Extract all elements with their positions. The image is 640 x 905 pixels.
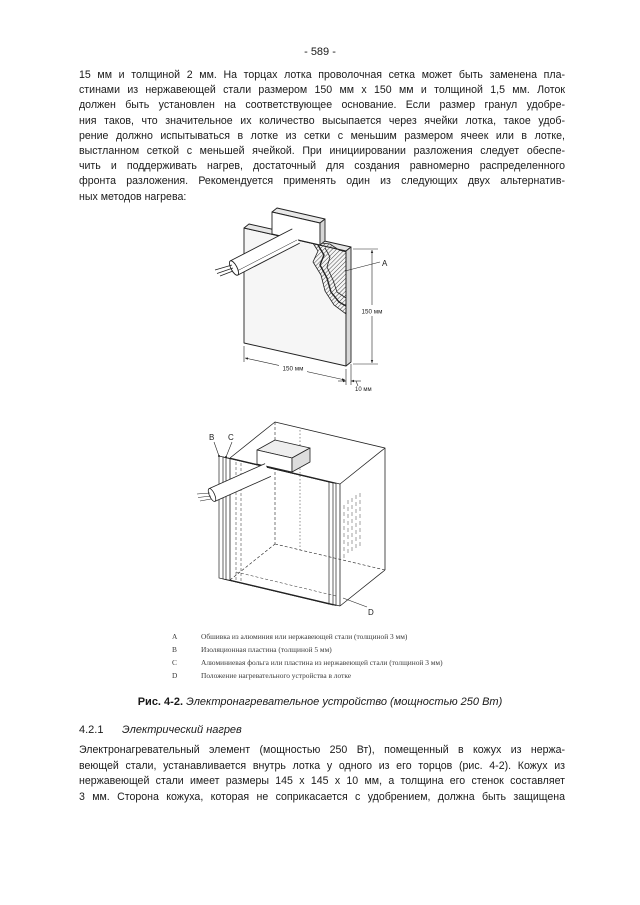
paragraph-line: Электронагревательный элемент (мощностью 250 Вт), помещенный в кожух из нержа-	[79, 744, 565, 756]
legend-text: Изоляционная пластина (толщиной 5 мм)	[201, 645, 332, 654]
paragraph-line: 15 мм и толщиной 2 мм. На торцах лотка проволочная сетка может быть заменена пла-	[79, 69, 565, 81]
paragraph-line: должен быть установлен на соответствующее основание. Если размер гранул удобре-	[79, 99, 565, 112]
legend-key: A	[172, 632, 178, 641]
label-c-leader	[226, 442, 232, 457]
caption-title: Электронагревательное устройство (мощностью 250 Вт)	[186, 696, 503, 708]
thickness-dimension-label: 10 мм	[355, 387, 372, 393]
paragraph-line: фронта разложения. Рекомендуется применять один из следующих двух альтернатив-	[79, 175, 565, 188]
legend-key: C	[172, 658, 177, 667]
legend-text: Положение нагревательного устройства в лотке	[201, 671, 352, 680]
page-number: - 589 -	[304, 46, 336, 58]
legend-key: D	[172, 671, 178, 680]
heater-plate-drawing	[200, 196, 420, 400]
figure-caption	[0, 695, 640, 710]
paragraph-line: веющей стали, устанавливается внутрь лотка у одного из его торцов (рис. 4-2). Кожух из	[79, 759, 565, 772]
label-d-leader	[343, 598, 367, 607]
height-dimension-label: 150 мм	[361, 308, 383, 316]
wire	[197, 493, 210, 494]
paragraph-line: ния таков, что значительное их количество высыпается через ячейки лотка, такое удоб-	[79, 114, 565, 127]
legend-text: Алюминиевая фольга или пластина из нержавеющей стали (толщиной 3 мм)	[201, 658, 443, 667]
pipe-body	[209, 464, 271, 502]
label-d: D	[368, 608, 374, 617]
label-b-callout	[209, 433, 220, 457]
paragraph-line: стинами из нержавеющей стали размером 150 мм x 150 мм и толщиной 1,5 мм. Лоток	[79, 84, 565, 97]
tray-bottom-right-edge	[340, 570, 385, 606]
heater-position-hatching	[344, 493, 360, 560]
width-dimension-label: 150 мм	[282, 365, 304, 373]
label-c: C	[228, 433, 234, 442]
label-c-dot	[225, 456, 227, 458]
heater-cable-pipe	[197, 464, 271, 503]
label-b-leader	[214, 442, 219, 456]
wire	[198, 496, 211, 498]
paragraph-line: ных методов нагрева:	[79, 190, 187, 203]
label-a: A	[382, 259, 388, 268]
legend-text: Обшивка из алюминия или нержавеющей стали (толщиной 3 мм)	[201, 632, 408, 641]
housing-side-face	[320, 219, 325, 245]
caption-number: Рис. 4-2.	[137, 696, 184, 708]
inner-hidden-line	[236, 572, 336, 596]
paragraph-line: 3 мм. Сторона кожуха, которая не соприкасается с удобрением, должна быть защищена	[79, 790, 565, 803]
legend-key: B	[172, 645, 177, 654]
paragraph-line: нержавеющей стали имеет размеры 145 x 145 x 10 мм, а толщина его стенок составляет	[79, 775, 565, 788]
thickness-dimension	[338, 364, 361, 386]
paragraph-line: выстланном сеткой с меньшей ячейкой. При инициировании разложения следует обеспе-	[79, 145, 565, 157]
paragraph-line: чить и поддерживать нагрев, достаточный для создания равномерно распределенного	[79, 160, 565, 173]
slab-side-edge	[346, 247, 351, 366]
label-leader	[356, 381, 358, 386]
section-number: 4.2.1	[79, 724, 104, 736]
label-a-callout	[345, 259, 388, 271]
hidden-edge	[230, 544, 275, 580]
label-c-callout	[225, 433, 234, 458]
paragraph-line: рение должно испытываться в лотке из сетки с меньшим размером ячеек или в лотке,	[79, 129, 565, 142]
hidden-edge	[275, 544, 385, 570]
label-d-callout	[343, 598, 374, 617]
label-b: B	[209, 433, 215, 442]
tray-heater-drawing	[180, 414, 390, 626]
label-b-dot	[218, 455, 220, 457]
section-title: Электрический нагрев	[122, 724, 242, 736]
wire	[200, 499, 211, 501]
